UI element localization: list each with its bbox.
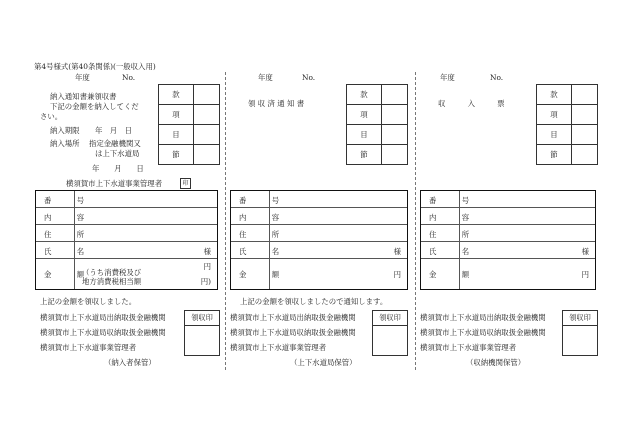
row-address[interactable]: 住 所 [231, 225, 407, 242]
row-content[interactable]: 内 容 [36, 208, 217, 225]
detail-box [420, 190, 596, 290]
kb-setsu: 節 [159, 145, 194, 165]
account-code-table [536, 84, 598, 165]
kb-setsu-value[interactable] [194, 145, 220, 165]
kb-setsu-value[interactable] [382, 145, 408, 165]
row-name[interactable]: 氏 名 様 [421, 242, 595, 259]
kb-kou-value[interactable] [572, 105, 598, 125]
no-label: No. [490, 73, 504, 82]
org-out: 横須賀市上下水道局出納取扱金融機関 [230, 313, 356, 322]
row-content[interactable]: 内 容 [421, 208, 595, 225]
manager: 横須賀市上下水道事業管理者 [420, 343, 517, 352]
manager: 横須賀市上下水道事業管理者 [40, 343, 137, 352]
kb-kou-value[interactable] [382, 105, 408, 125]
account-code-table [158, 84, 220, 165]
separator-2 [415, 72, 416, 370]
receipt-note: 上記の金額を領収しましたので通知します。 [240, 297, 388, 306]
keeper-label: （納入者保管） [104, 358, 156, 367]
row-number[interactable]: 番 号 [421, 191, 595, 208]
year-label: 年度 [258, 73, 273, 82]
receipt-stamp-box[interactable] [562, 310, 598, 356]
panel-title: 納入通知書兼領収書 [50, 92, 117, 101]
due-date: 年 月 日 [95, 126, 132, 135]
kb-kan: 款 [159, 85, 194, 105]
org-recv: 横須賀市上下水道局収納取扱金融機関 [40, 328, 166, 337]
form-title: 第4号様式(第40条関係)(一般収入用) [34, 62, 156, 71]
separator-1 [225, 72, 226, 370]
row-number[interactable]: 番 号 [36, 191, 217, 208]
row-name[interactable]: 氏 名 様 [231, 242, 407, 259]
row-name[interactable]: 氏 名 様 [36, 242, 217, 259]
row-address[interactable]: 住 所 [421, 225, 595, 242]
receipt-stamp-box[interactable] [372, 310, 408, 356]
place-line-1: 指定金融機関又 [89, 139, 141, 148]
row-number[interactable]: 番 号 [231, 191, 407, 208]
keeper-label: （収納機関保管） [466, 358, 526, 367]
row-address[interactable]: 住 所 [36, 225, 217, 242]
kb-kan: 款 [347, 85, 382, 105]
issue-date: 年 月 日 [92, 164, 144, 173]
stamp-head: 領収印 [185, 311, 219, 326]
kb-moku: 目 [347, 125, 382, 145]
row-amount[interactable]: 金 額 円 [239, 270, 401, 279]
detail-box [230, 190, 408, 290]
kb-kou-value[interactable] [194, 105, 220, 125]
tax-line-2: 地方消費税相当額 [82, 277, 142, 286]
no-label: No. [302, 73, 316, 82]
row-amount[interactable]: 金 額 円 （うち消費税及び 地方消費税相当額 円) [44, 262, 211, 286]
kb-moku: 目 [537, 125, 572, 145]
tax-yen: 円) [200, 277, 211, 286]
org-out: 横須賀市上下水道局出納取扱金融機関 [420, 313, 546, 322]
kb-kou: 項 [537, 105, 572, 125]
panel-title: 領 収 済 通 知 書 [248, 99, 305, 108]
instruction-line-2: さい。 [40, 112, 63, 121]
due-label: 納入期限 [50, 126, 80, 135]
manager: 横須賀市上下水道事業管理者 [230, 343, 327, 352]
tax-line-1: （うち消費税及び [82, 268, 142, 277]
row-amount[interactable]: 金 額 円 [429, 270, 589, 279]
panel-title: 収 入 票 [438, 99, 505, 108]
stamp-head: 領収印 [563, 311, 597, 326]
place-label: 納入場所 [50, 139, 80, 148]
instruction-line-1: 下記の金額を納入してくだ [50, 102, 139, 111]
org-recv: 横須賀市上下水道局収納取扱金融機関 [230, 328, 356, 337]
kb-setsu: 節 [537, 145, 572, 165]
kb-kou: 項 [347, 105, 382, 125]
kb-kan: 款 [537, 85, 572, 105]
stamp-head: 領収印 [373, 311, 407, 326]
no-label: No. [122, 73, 136, 82]
kb-kan-value[interactable] [382, 85, 408, 105]
year-label: 年度 [440, 73, 455, 82]
kb-moku-value[interactable] [194, 125, 220, 145]
org-recv: 横須賀市上下水道局収納取扱金融機関 [420, 328, 546, 337]
place-line-2: は上下水道局 [95, 149, 140, 158]
receipt-note: 上記の金額を領収しました。 [40, 297, 137, 306]
issuer: 横須賀市上下水道事業管理者 [66, 179, 163, 188]
account-code-table [346, 84, 408, 165]
kb-kan-value[interactable] [572, 85, 598, 105]
kb-setsu-value[interactable] [572, 145, 598, 165]
kb-moku: 目 [159, 125, 194, 145]
kb-kan-value[interactable] [194, 85, 220, 105]
seal-mark: 印 [180, 178, 191, 189]
receipt-stamp-box[interactable] [184, 310, 220, 356]
year-label: 年度 [75, 73, 90, 82]
kb-moku-value[interactable] [572, 125, 598, 145]
kb-kou: 項 [159, 105, 194, 125]
row-content[interactable]: 内 容 [231, 208, 407, 225]
keeper-label: （上下水道局保管） [290, 358, 357, 367]
kb-moku-value[interactable] [382, 125, 408, 145]
kb-setsu: 節 [347, 145, 382, 165]
org-out: 横須賀市上下水道局出納取扱金融機関 [40, 313, 166, 322]
detail-box [35, 190, 218, 290]
